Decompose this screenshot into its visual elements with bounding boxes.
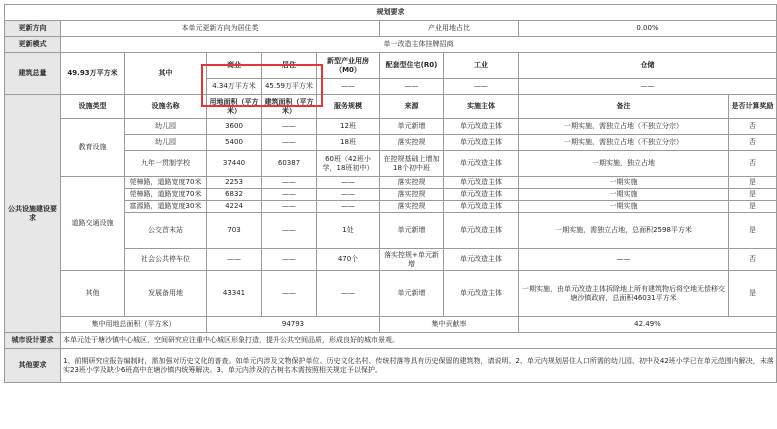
facility-scale: —— xyxy=(317,271,380,317)
facility-subject: 单元改造主体 xyxy=(444,271,519,317)
facility-source: 在控规基础上增加18个初中班 xyxy=(380,151,444,177)
facility-land: 5400 xyxy=(207,135,262,151)
facility-build: —— xyxy=(262,249,317,271)
facility-name: 社会公共停车位 xyxy=(125,249,207,271)
facility-subject: 单元改造主体 xyxy=(444,177,519,189)
table-row xyxy=(5,271,777,317)
facility-land: 3600 xyxy=(207,119,262,135)
facility-note: 一期实施，需独立占地（不独立分宗） xyxy=(519,135,729,151)
design-value: 本单元处于塘沙镇中心城区，空间研究应注重中心城区形象打造，提升公共空间品质，形成良好的城市景观。 xyxy=(61,333,777,349)
facility-build: —— xyxy=(262,201,317,213)
facility-scale: 60班（42班小学，18班初中） xyxy=(317,151,380,177)
industry-ratio-label: 产业用地占比 xyxy=(380,21,519,37)
area-value-industrial: —— xyxy=(444,79,519,95)
facility-subject: 单元改造主体 xyxy=(444,213,519,249)
public-header-source: 来源 xyxy=(380,95,444,119)
facility-source: 落实控规 xyxy=(380,189,444,201)
facility-source: 单元新增 xyxy=(380,119,444,135)
area-sub-label: 其中 xyxy=(125,53,207,95)
facility-build: —— xyxy=(262,119,317,135)
facility-build: —— xyxy=(262,135,317,151)
total-land-label: 集中用地总面积（平方米） xyxy=(61,317,207,333)
contribution-rate-label: 集中贡献率 xyxy=(380,317,519,333)
facility-note: 一期实施，独立占地 xyxy=(519,151,729,177)
facility-reward: 否 xyxy=(729,119,777,135)
facility-name: 发展备用地 xyxy=(125,271,207,317)
facility-scale: —— xyxy=(317,189,380,201)
facility-build: —— xyxy=(262,189,317,201)
group-other: 其他 xyxy=(61,271,125,317)
table-row xyxy=(5,119,777,135)
facility-build: —— xyxy=(262,177,317,189)
facility-subject: 单元改造主体 xyxy=(444,189,519,201)
other-label: 其他要求 xyxy=(5,349,61,383)
industry-ratio-value: 0.00% xyxy=(519,21,777,37)
facility-name: 幼儿园 xyxy=(125,135,207,151)
table-title: 规划要求 xyxy=(5,5,777,21)
facility-land: 4224 xyxy=(207,201,262,213)
area-header-r0: 配套型住宅(R0) xyxy=(380,53,444,79)
area-total: 49.93万平方米 xyxy=(61,53,125,95)
facility-source: 单元新增 xyxy=(380,271,444,317)
facility-name: 富源路，道路宽度30米 xyxy=(125,201,207,213)
facility-note: 一期实施 xyxy=(519,201,729,213)
area-value-m0: —— xyxy=(317,79,380,95)
area-header-commercial: 商业 xyxy=(207,53,262,79)
area-value-commercial: 4.34万平方米 xyxy=(207,79,262,95)
area-value-r0: —— xyxy=(380,79,444,95)
facility-reward: 是 xyxy=(729,177,777,189)
total-land-value: 94793 xyxy=(207,317,380,333)
facility-land: 703 xyxy=(207,213,262,249)
public-header-land: 用地面积（平方米） xyxy=(207,95,262,119)
public-header-scale: 服务规模 xyxy=(317,95,380,119)
area-header-warehouse: 仓储 xyxy=(519,53,777,79)
facility-land: 2253 xyxy=(207,177,262,189)
direction-label: 更新方向 xyxy=(5,21,61,37)
facility-land: 43341 xyxy=(207,271,262,317)
facility-source: 落实控规+单元新增 xyxy=(380,249,444,271)
facility-land: —— xyxy=(207,249,262,271)
facility-note: 一期实施 xyxy=(519,177,729,189)
facility-source: 单元新增 xyxy=(380,213,444,249)
facility-subject: 单元改造主体 xyxy=(444,151,519,177)
facility-build: —— xyxy=(262,271,317,317)
planning-requirements-table xyxy=(4,4,777,383)
facility-note: 一期实施，需独立占地（不独立分宗） xyxy=(519,119,729,135)
public-header-type: 设施类型 xyxy=(61,95,125,119)
facility-subject: 单元改造主体 xyxy=(444,249,519,271)
facility-name: 幼儿园 xyxy=(125,119,207,135)
facility-scale: 470个 xyxy=(317,249,380,271)
facility-name: 公交首末站 xyxy=(125,213,207,249)
facility-reward: 否 xyxy=(729,135,777,151)
facility-scale: 1处 xyxy=(317,213,380,249)
area-header-m0: 新型产业用房（M0） xyxy=(317,53,380,79)
facility-land: 37440 xyxy=(207,151,262,177)
mode-value: 单一改造主体挂牌招商 xyxy=(61,37,777,53)
facility-land: 6832 xyxy=(207,189,262,201)
public-header-name: 设施名称 xyxy=(125,95,207,119)
facility-scale: —— xyxy=(317,201,380,213)
facility-build: 60387 xyxy=(262,151,317,177)
table-row xyxy=(5,177,777,189)
group-edu: 教育设施 xyxy=(61,119,125,177)
facility-build: —— xyxy=(262,213,317,249)
facility-scale: 12班 xyxy=(317,119,380,135)
area-header-residential: 居住 xyxy=(262,53,317,79)
direction-value: 本单元更新方向为居住类 xyxy=(61,21,380,37)
area-value-warehouse: —— xyxy=(519,79,777,95)
facility-subject: 单元改造主体 xyxy=(444,201,519,213)
facility-reward: 是 xyxy=(729,201,777,213)
facility-note: 一期实施，需独立占地，总面积2598平方米 xyxy=(519,213,729,249)
facility-source: 落实控规 xyxy=(380,177,444,189)
facility-reward: 是 xyxy=(729,213,777,249)
facility-scale: 18班 xyxy=(317,135,380,151)
facility-reward: 是 xyxy=(729,271,777,317)
design-label: 城市设计要求 xyxy=(5,333,61,349)
public-header-subject: 实施主体 xyxy=(444,95,519,119)
area-label: 建筑总量 xyxy=(5,53,61,95)
public-label: 公共设施建设要求 xyxy=(5,95,61,333)
facility-reward: 是 xyxy=(729,189,777,201)
facility-name: 莞樟路，道路宽度70米 xyxy=(125,189,207,201)
contribution-rate-value: 42.49% xyxy=(519,317,777,333)
area-header-industrial: 工业 xyxy=(444,53,519,79)
facility-name: 九年一贯制学校 xyxy=(125,151,207,177)
facility-note: 一期实施，由单元改造主体拆除地上所有建筑物后将空地无偿移交塘沙镇政府，总面积46031平方米 xyxy=(519,271,729,317)
public-header-build: 建筑面积（平方米） xyxy=(262,95,317,119)
facility-note: 一期实施 xyxy=(519,189,729,201)
public-header-note: 备注 xyxy=(519,95,729,119)
mode-label: 更新模式 xyxy=(5,37,61,53)
facility-subject: 单元改造主体 xyxy=(444,119,519,135)
public-header-reward: 是否计算奖励 xyxy=(729,95,777,119)
facility-reward: 否 xyxy=(729,151,777,177)
area-value-residential: 45.59万平方米 xyxy=(262,79,317,95)
facility-name: 莞樟路，道路宽度70米 xyxy=(125,177,207,189)
group-road: 道路交通设施 xyxy=(61,177,125,271)
facility-source: 落实控规 xyxy=(380,135,444,151)
facility-reward: 否 xyxy=(729,249,777,271)
facility-source: 落实控规 xyxy=(380,201,444,213)
facility-note: —— xyxy=(519,249,729,271)
facility-scale: —— xyxy=(317,177,380,189)
facility-subject: 单元改造主体 xyxy=(444,135,519,151)
other-value: 1、前期研究应报告编制时，需加强对历史文化的普查。如单元内涉及文物保护单位、历史文化名村、传统村落等具有历史保留的建筑物，请说明。2、单元内规划居住人口所需的幼儿园、初中及42班小学已在单元范围内解决，未落实23班小学及缺少6班高中在塘沙镇内统筹解决。3、单元内涉及的古树名木需按照相关规定予以保护。 xyxy=(61,349,777,383)
